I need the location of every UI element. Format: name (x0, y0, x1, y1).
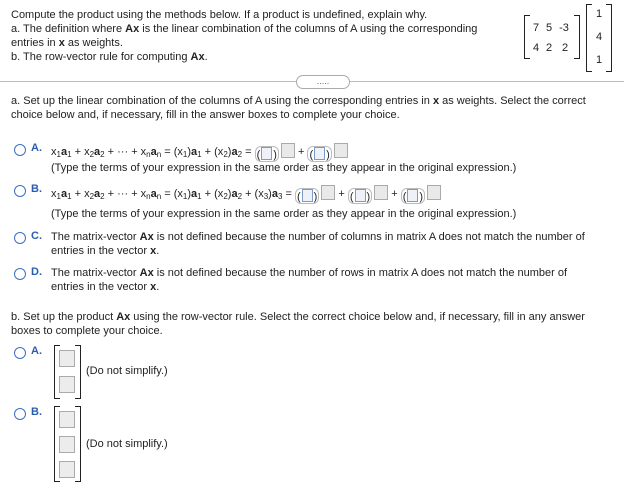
answer-input[interactable] (427, 185, 441, 200)
answer-input[interactable] (334, 143, 348, 158)
part-b-option-a-note: (Do not simplify.) (86, 365, 168, 377)
answer-input[interactable] (321, 185, 335, 200)
answer-input[interactable] (59, 350, 75, 367)
part-a-option-b-radio[interactable] (14, 185, 26, 197)
answer-input[interactable] (281, 143, 295, 158)
paren-box: ( ) (401, 188, 425, 204)
answer-input[interactable] (374, 185, 388, 200)
answer-input[interactable] (314, 147, 325, 160)
problem-line-3: entries in x as weights. (11, 37, 123, 49)
part-a-option-d-text-2: entries in the vector x. (51, 281, 160, 293)
part-a-option-a-hint: (Type the terms of your expression in the same order as they appear in the original expression.) (51, 162, 517, 174)
paren-box: ( ) (348, 188, 372, 204)
part-a-option-c-text-1: The matrix-vector Ax is not defined because the number of columns in matrix A does not match the number of (51, 231, 585, 243)
part-a-option-a-equation: $x_1a_1 + x_2a_2$ + ··· + $x_na_n = (x_1)a_1 + (x_2)a_2$ = ( ) + ( ) (51, 143, 348, 162)
part-a-prompt-1: a. Set up the linear combination of the columns of A using the corresponding entries in x as weights. Select the correct (11, 95, 586, 107)
part-a-option-c-letter: C. (31, 230, 42, 242)
answer-input[interactable] (59, 376, 75, 393)
part-a-option-a-letter: A. (31, 142, 42, 154)
paren-box: ( ) (295, 188, 319, 204)
matrix-a-cell: 2 (545, 42, 553, 54)
answer-input[interactable] (59, 436, 75, 453)
answer-input[interactable] (59, 411, 75, 428)
part-a-option-c-text-2: entries in the vector x. (51, 245, 160, 257)
answer-input[interactable] (302, 189, 313, 202)
part-b-option-b-vector (54, 406, 81, 482)
part-a-option-c-radio[interactable] (14, 232, 26, 244)
matrix-a-cell: 5 (545, 22, 553, 34)
part-a-option-b-equation: $x_1a_1 + x_2a_2$ + ··· + $x_na_n = (x_1)a_1 + (x_2)a_2 + (x_3)a_3$ = ( ) + ( ) + ( ) (51, 185, 441, 204)
part-a-option-d-letter: D. (31, 266, 42, 278)
part-a-option-a-radio[interactable] (14, 144, 26, 156)
part-a-option-b-letter: B. (31, 183, 42, 195)
matrix-a-cell: 2 (561, 42, 569, 54)
answer-input[interactable] (59, 461, 75, 478)
part-a-option-d-radio[interactable] (14, 268, 26, 280)
part-b-prompt-1: b. Set up the product Ax using the row-vector rule. Select the correct choice below and, if necessary, fill in any answer (11, 311, 585, 323)
vector-x-cell: 1 (595, 54, 603, 66)
answer-input[interactable] (355, 189, 366, 202)
matrix-a-cell: -3 (559, 22, 569, 34)
vector-x-cell: 4 (595, 31, 603, 43)
matrix-a (524, 15, 580, 59)
answer-input[interactable] (407, 189, 418, 202)
expand-button[interactable]: ..... (296, 75, 350, 89)
problem-line-4: b. The row-vector rule for computing Ax. (11, 51, 208, 63)
part-b-option-a-letter: A. (31, 345, 42, 357)
part-a-option-b-hint: (Type the terms of your expression in the same order as they appear in the original expression.) (51, 208, 517, 220)
part-b-option-b-radio[interactable] (14, 408, 26, 420)
vector-x-cell: 1 (595, 8, 603, 20)
part-a-prompt-2: choice below and, if necessary, fill in the answer boxes to complete your choice. (11, 109, 400, 121)
part-b-option-a-vector (54, 345, 81, 399)
part-b-option-b-note: (Do not simplify.) (86, 438, 168, 450)
paren-box: ( ) (307, 146, 331, 162)
answer-input[interactable] (261, 147, 272, 160)
part-a-option-d-text-1: The matrix-vector Ax is not defined because the number of rows in matrix A does not match the number of (51, 267, 568, 279)
vector-x (586, 4, 612, 72)
paren-box: ( ) (255, 146, 279, 162)
part-b-option-a-radio[interactable] (14, 347, 26, 359)
part-b-option-b-letter: B. (31, 406, 42, 418)
problem-line-2: a. The definition where Ax is the linear combination of the columns of A using the corresponding (11, 23, 478, 35)
matrix-a-cell: 4 (532, 42, 540, 54)
matrix-a-cell: 7 (532, 22, 540, 34)
problem-line-1: Compute the product using the methods below. If a product is undefined, explain why. (11, 9, 428, 21)
part-b-prompt-2: boxes to complete your choice. (11, 325, 163, 337)
